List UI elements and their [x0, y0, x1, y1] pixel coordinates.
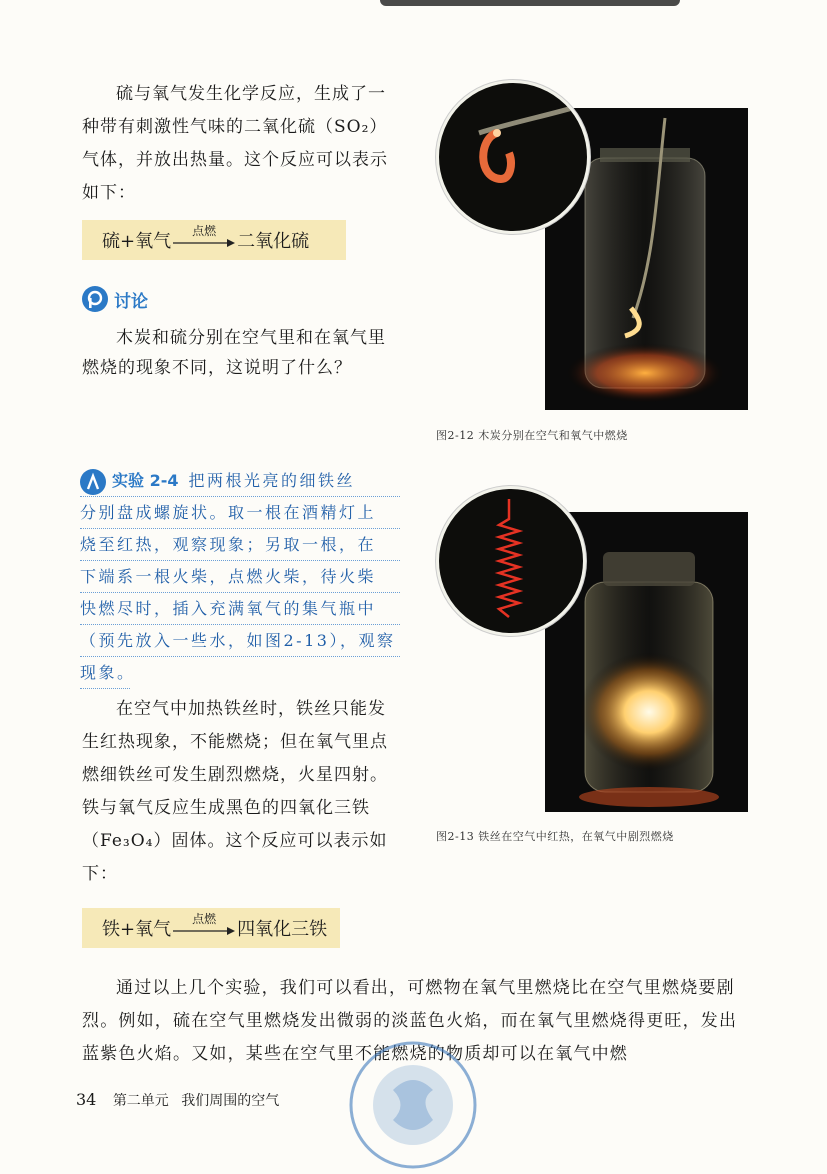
- equation-reactants: 硫+氧气: [102, 231, 172, 252]
- experiment-text-line: 烧至红热，观察现象；另取一根，在: [80, 529, 400, 561]
- top-edge-shadow: [380, 0, 680, 6]
- paragraph-iron-reaction: 在空气中加热铁丝时，铁丝只能发生红热现象，不能燃烧；但在氧气里点燃细铁丝可发生剧烈燃烧，火星四射。铁与氧气反应生成黑色的四氧化三铁（Fe₃O₄）固体。这个反应可以表示如下：: [82, 699, 388, 884]
- reaction-condition: 点燃: [192, 912, 217, 926]
- arrow-icon: [173, 238, 235, 248]
- figure-2-12-inset: [436, 80, 590, 234]
- figure-2-12-caption: 图2-12 木炭分别在空气和氧气中燃烧: [436, 429, 628, 442]
- experiment-text-line: 下端系一根火柴，点燃火柴，待火柴: [80, 561, 400, 593]
- unit-label: 第二单元: [112, 1093, 169, 1109]
- experiment-text-line: 现象。: [80, 657, 130, 689]
- equation-sulfur: [82, 220, 346, 260]
- equation-products: 二氧化硫: [237, 231, 310, 252]
- reaction-condition: 点燃: [192, 224, 217, 238]
- discussion-question: 木炭和硫分别在空气里和在氧气里燃烧的现象不同，这说明了什么？: [82, 328, 386, 378]
- experiment-text-line: 分别盘成螺旋状。取一根在酒精灯上: [80, 497, 400, 529]
- equation-iron: [82, 908, 340, 948]
- equation-products: 四氧化三铁: [237, 919, 328, 940]
- discussion-heading: [82, 286, 148, 312]
- reaction-arrow: [173, 908, 235, 948]
- arrow-icon: [173, 926, 235, 936]
- equation-reactants: 铁+氧气: [102, 919, 172, 940]
- paragraph-conclusion: 通过以上几个实验，我们可以看出，可燃物在氧气里燃烧比在空气里燃烧要剧烈。例如，硫在空气里燃烧发出微弱的淡蓝色火焰，而在氧气里燃烧得更旺，发出蓝紫色火焰。又如，某些在空气里不能燃烧的物质却可以在氧气中燃: [82, 978, 738, 1064]
- experiment-title: 实验 2-4: [112, 471, 179, 490]
- page-footer: [76, 1090, 279, 1110]
- figure-2-13-caption: 图2-13 铁丝在空气中红热，在氧气中剧烈燃烧: [436, 830, 674, 843]
- discussion-title: 讨论: [114, 291, 148, 312]
- experiment-text-line: 把两根光亮的细铁丝: [188, 471, 355, 490]
- page-number: 34: [76, 1090, 97, 1109]
- experiment-2-4: [80, 465, 400, 689]
- experiment-line: [80, 465, 400, 497]
- unit-title: 我们周围的空气: [181, 1093, 280, 1109]
- watermark-stamp: [348, 1040, 478, 1170]
- paragraph-sulfur-reaction: 硫与氧气发生化学反应，生成了一种带有刺激性气味的二氧化硫（SO₂）气体，并放出热量。这个反应可以表示如下：: [82, 84, 388, 203]
- reaction-arrow: [173, 220, 235, 260]
- figure-2-13-inset: [436, 486, 586, 636]
- experiment-text-line: 快燃尽时，插入充满氧气的集气瓶中: [80, 593, 400, 625]
- discussion-icon: [82, 286, 108, 312]
- experiment-text-line: （预先放入一些水，如图2-13），观察: [80, 625, 400, 657]
- experiment-icon: [80, 469, 106, 495]
